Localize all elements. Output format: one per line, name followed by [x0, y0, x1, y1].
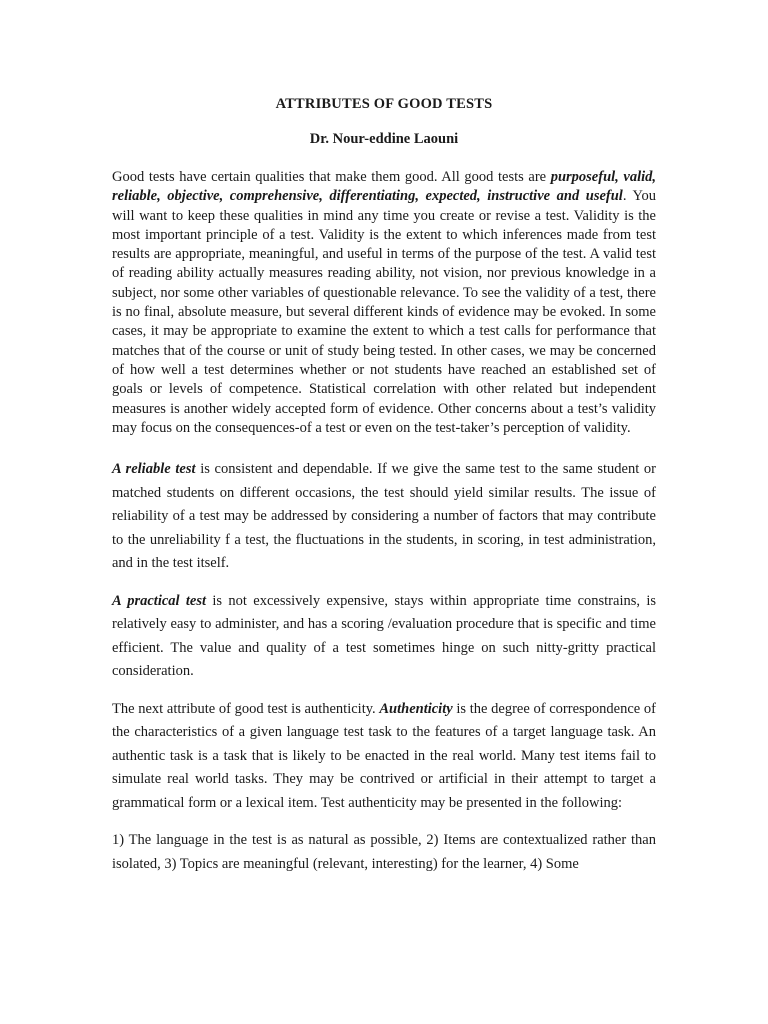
- paragraph-reliability: [112, 458, 656, 576]
- paragraph-practicality-body: is not excessively expensive, stays within appropriate time constrains, is relatively easy to administer, and has a scoring /evaluation procedure that is specific and time efficient. The value and quality of a test sometimes hinge on such nitty-gritty practical consideration.: [112, 592, 656, 680]
- paragraph-authenticity-body: is the degree of correspondence of the characteristics of a given language test task to the features of a target language task. An authentic task is a task that is likely to be enacted in the real world. Many test items fail to simulate real world tasks. They may be contrived or artificial in their attempt to target a grammatical form or a lexical item. Test authenticity may be presented in the following:: [112, 700, 656, 811]
- paragraph-practicality-emphasis: A practical test: [112, 592, 207, 609]
- paragraph-validity-body: . You will want to keep these qualities in mind any time you create or revise a test. Validity is the most important principle of a test. Validity is the extent to which inferences made from test results are appropriate, meaningful, and useful in terms of the purpose of the test. A valid test of reading ability actually measures reading ability, not vision, nor previous knowledge in a subject, nor some other variables of questionable relevance. To see the validity of a test, there is no final, absolute measure, but several different kinds of evidence may be evoked. In some cases, it may be appropriate to examine the extent to which a test calls for performance that matches that of the course or unit of study being tested. In other cases, we may be concerned of how well a test determines whether or not students have reached an established set of goals or levels of competence. Statistical correlation with other related but independent measures is another widely accepted form of evidence. Other concerns about a test’s validity may focus on the consequences-of a test or even on the test-taker’s perception of validity.: [112, 188, 656, 436]
- paragraph-validity-lead: Good tests have certain qualities that make them good. All good tests are: [112, 169, 551, 185]
- paragraph-authenticity-lead: The next attribute of good test is authenticity.: [112, 700, 380, 717]
- paragraph-authenticity-emphasis: Authenticity: [379, 700, 453, 717]
- document-page: [112, 96, 656, 890]
- document-title: ATTRIBUTES OF GOOD TESTS: [275, 96, 493, 112]
- paragraph-reliability-body: is consistent and dependable. If we give the same test to the same student or matched students on different occasions, the test should yield similar results. The issue of reliability of a test may be addressed by considering a number of factors that may contribute to the unreliability f a test, the fluctuations in the students, in scoring, in test administration, and in the test itself.: [112, 461, 657, 572]
- paragraph-practicality: [112, 590, 656, 684]
- document-author: Dr. Nour-eddine Laouni: [309, 131, 459, 147]
- paragraph-validity: [112, 168, 656, 438]
- paragraph-authenticity-list: 1) The language in the test is as natural as possible, 2) Items are contextualized rather than isolated, 3) Topics are meaningful (relevant, interesting) for the learner, 4) Some: [112, 832, 656, 872]
- paragraph-validity-emphasis: purposeful, valid, reliable, objective, comprehensive, differentiating, expected, instructive and useful: [112, 169, 657, 205]
- paragraph-authenticity: [112, 698, 656, 816]
- paragraph-reliability-emphasis: A reliable test: [112, 461, 196, 478]
